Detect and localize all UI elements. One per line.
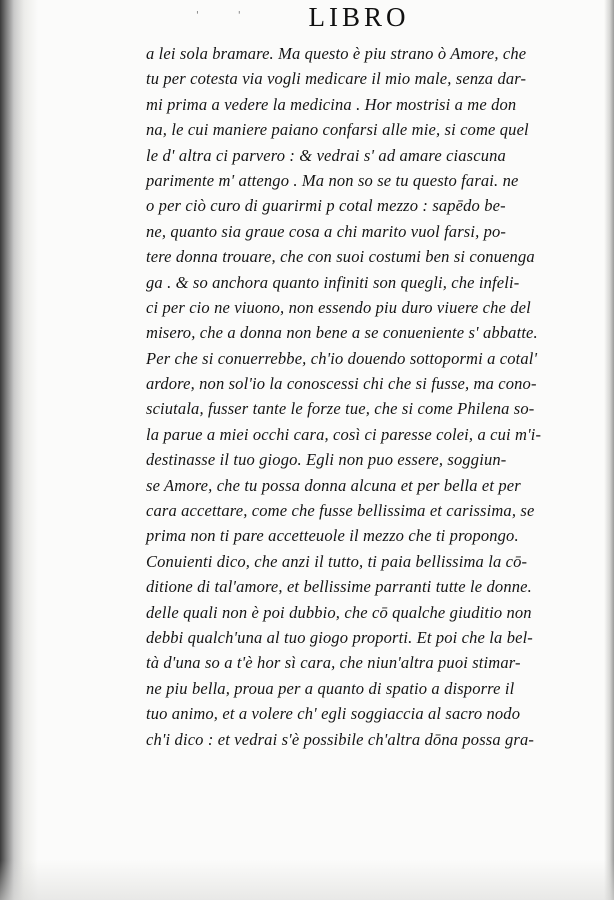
text-line: sciutala, fusser tante le forze tue, che si come Philena so- (146, 399, 535, 419)
text-line: debbi qualch'una al tuo giogo proporti. Et poi che la bel- (146, 627, 533, 647)
text-line: ch'i dico : et vedrai s'è possibile ch'altra dōna possa gra- (146, 729, 535, 749)
running-head (0, 2, 614, 33)
text-line: cara accettare, come che fusse bellissima et carissima, se (146, 501, 535, 521)
text-line: parimente m' attengo . Ma non so se tu questo farai. ne (146, 170, 519, 190)
page-edge-shadow (604, 0, 614, 900)
text-line: la parue a miei occhi cara, così ci paresse colei, a cui m'i- (146, 424, 542, 444)
text-line: misero, che a donna non bene a se conueniente s' abbatte. (146, 323, 538, 343)
top-ink-marks: ' ' (196, 10, 259, 21)
text-line: o per ciò curo di guarirmi p cotal mezzo : sapēdo be- (146, 196, 506, 216)
text-line: ditione di tal'amore, et bellissime parranti tutte le donne. (146, 577, 532, 597)
text-line: ga . & so anchora quanto infiniti son quegli, che infeli- (146, 272, 520, 292)
text-line: se Amore, che tu possa donna alcuna et per bella et per (146, 475, 521, 495)
text-line: destinasse il tuo giogo. Egli non puo essere, soggiun- (146, 450, 507, 470)
text-line: Per che si conuerrebbe, ch'io douendo sottopormi a cotal' (146, 348, 538, 368)
text-line: prima non ti pare accetteuole il mezzo che ti propongo. (146, 526, 519, 546)
page-gutter-shadow (0, 0, 38, 900)
running-head-text: LIBRO (308, 2, 410, 32)
text-line: ne, quanto sia graue cosa a chi marito vuol farsi, po- (146, 221, 507, 241)
text-line: ne piu bella, proua per a quanto di spatio a disporre il (146, 678, 515, 698)
text-line: ardore, non sol'io la conoscessi chi che si fusse, ma cono- (146, 374, 537, 394)
text-line: mi prima a vedere la medicina . Hor mostrisi a me don (146, 94, 517, 114)
page-bottom-shade (0, 860, 614, 900)
body-text (146, 41, 586, 752)
text-line: a lei sola bramare. Ma questo è piu strano ò Amore, che (146, 44, 527, 63)
text-line: le d' altra ci parvero : & vedrai s' ad amare ciascuna (146, 145, 506, 165)
text-line: na, le cui maniere paiano confarsi alle mie, si come quel (146, 120, 529, 140)
text-line: tu per cotesta via vogli medicare il mio male, senza dar- (146, 69, 527, 89)
text-line: Conuienti dico, che anzi il tutto, ti paia bellissima la cō- (146, 551, 528, 571)
text-line: tà d'una so a t'è hor sì cara, che niun'altra puoi stimar- (146, 653, 521, 673)
text-line: delle quali non è poi dubbio, che cō qualche giuditio non (146, 602, 532, 622)
text-line: tuo animo, et a volere ch' egli soggiaccia al sacro nodo (146, 704, 521, 724)
text-line: ci per cio ne viuono, non essendo piu duro viuere che del (146, 297, 531, 317)
text-line: tere donna trouare, che con suoi costumi ben si conuenga (146, 247, 535, 267)
